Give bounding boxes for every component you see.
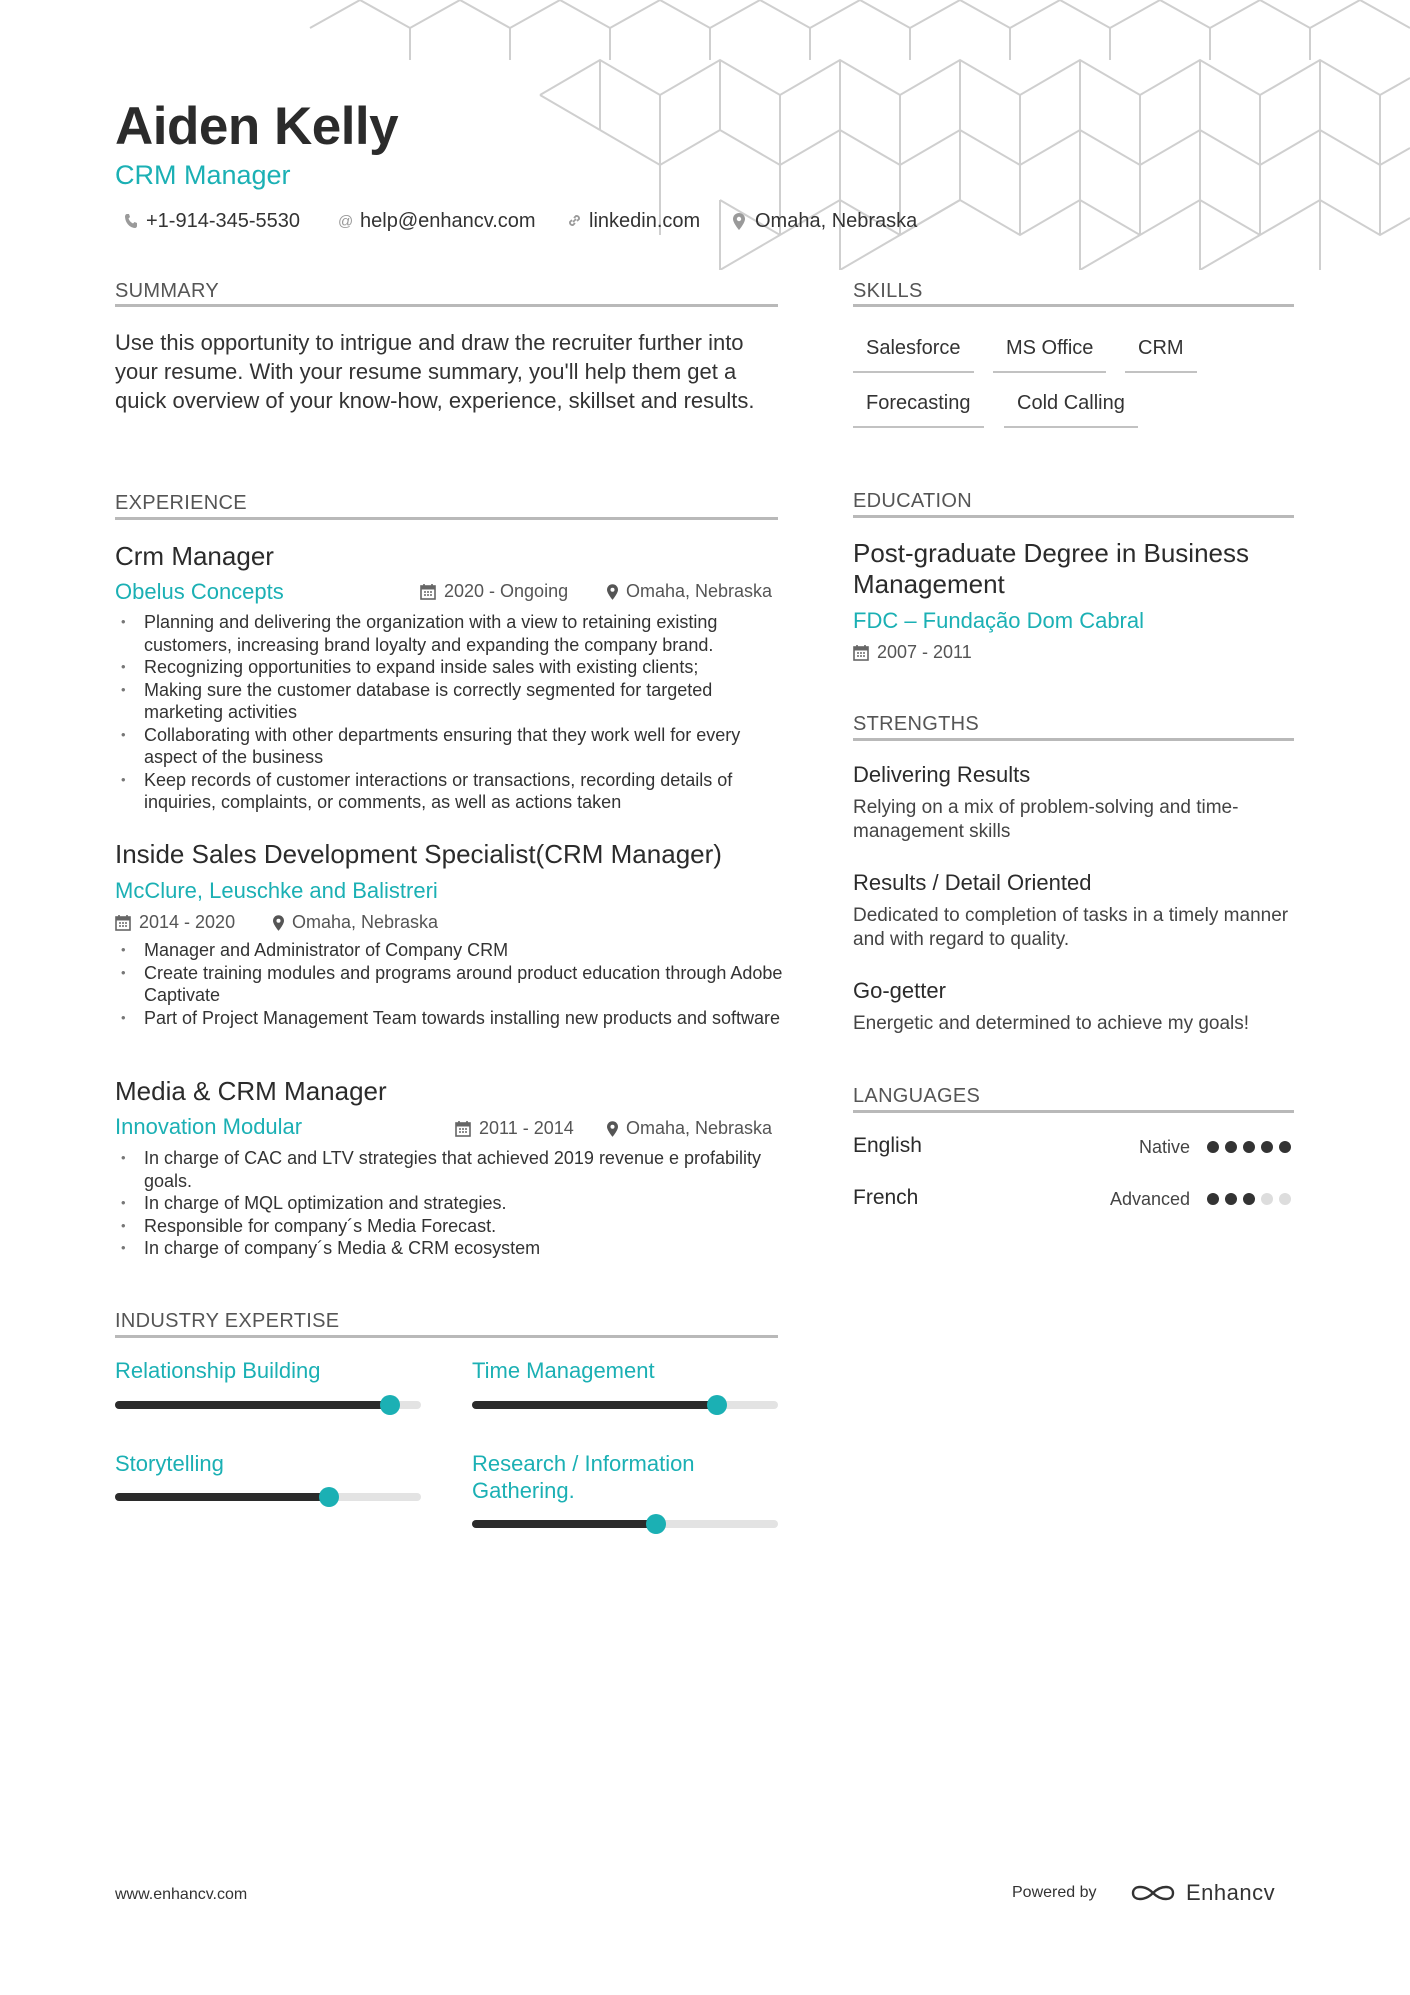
level-dot — [1261, 1193, 1273, 1205]
bullet-item: • Create training modules and programs around product education through Adobe Captivate — [115, 962, 785, 1007]
job-dates — [420, 581, 568, 602]
expertise-bar-knob — [646, 1514, 666, 1534]
education-dates — [853, 642, 972, 663]
job-title: Crm Manager — [115, 541, 274, 571]
language-dots — [1207, 1193, 1291, 1205]
footer-website[interactable]: www.enhancv.com — [115, 1886, 248, 1903]
contact-phone[interactable] — [124, 210, 300, 233]
expertise-bar-knob — [707, 1395, 727, 1415]
expertise-rule — [115, 1335, 778, 1338]
map-pin-icon — [607, 1121, 618, 1137]
expertise-bar — [115, 1401, 421, 1409]
expertise-bar — [472, 1401, 778, 1409]
expertise-bar-fill — [472, 1401, 717, 1409]
skills-heading: SKILLS — [853, 280, 923, 302]
job-location-text: Omaha, Nebraska — [292, 912, 439, 932]
job-title: Inside Sales Development Specialist(CRM Manager) — [115, 839, 722, 869]
job-bullets — [115, 611, 785, 814]
calendar-icon — [853, 644, 869, 661]
job-location-text: Omaha, Nebraska — [626, 581, 773, 601]
bullet-item: • In charge of company´s Media & CRM ecosystem — [115, 1237, 785, 1260]
job-location-text: Omaha, Nebraska — [626, 1118, 773, 1138]
language-level: Advanced — [1109, 1189, 1190, 1209]
expertise-bar-fill — [115, 1401, 390, 1409]
skill-tag: Cold Calling — [1004, 386, 1138, 428]
strength-desc: Relying on a mix of problem-solving and time-management skills — [853, 797, 1239, 842]
bullet-item: • Recognizing opportunities to expand inside sales with existing clients; — [115, 656, 785, 679]
languages-rule — [853, 1110, 1294, 1113]
job-location — [273, 912, 438, 933]
expertise-heading: INDUSTRY EXPERTISE — [115, 1310, 340, 1332]
skill-tag: MS Office — [993, 331, 1106, 373]
job-dates-text: 2020 - Ongoing — [444, 581, 569, 601]
strengths-heading: STRENGTHS — [853, 713, 980, 735]
strength-desc: Dedicated to completion of tasks in a timely manner and with regard to quality. — [853, 905, 1289, 950]
footer-powered-by: Powered by — [1012, 1884, 1097, 1901]
languages-heading: LANGUAGES — [853, 1085, 981, 1107]
job-location — [607, 1118, 772, 1139]
summary-heading: SUMMARY — [115, 280, 219, 302]
level-dot — [1279, 1193, 1291, 1205]
education-school: FDC – Fundação Dom Cabral — [853, 608, 1145, 633]
level-dot — [1279, 1141, 1291, 1153]
expertise-bar — [472, 1520, 778, 1528]
map-pin-icon — [607, 584, 618, 600]
level-dot — [1261, 1141, 1273, 1153]
link-icon — [567, 213, 581, 231]
job-dates-text: 2011 - 2014 — [479, 1118, 574, 1138]
strength-title: Results / Detail Oriented — [853, 870, 1092, 895]
job-dates — [115, 912, 235, 933]
location-text: Omaha, Nebraska — [755, 210, 918, 232]
skill-tag: Salesforce — [853, 331, 974, 373]
email-text: help@enhancv.com — [360, 210, 536, 232]
at-icon: @ — [338, 212, 354, 230]
expertise-label: Storytelling — [115, 1451, 224, 1476]
experience-heading: EXPERIENCE — [115, 492, 247, 514]
map-pin-icon — [273, 915, 284, 931]
level-dot — [1207, 1141, 1219, 1153]
strengths-rule — [853, 738, 1294, 741]
contact-linkedin[interactable] — [567, 210, 700, 233]
bullet-item: • Making sure the customer database is correctly segmented for targeted marketing activities — [115, 679, 785, 724]
level-dot — [1243, 1193, 1255, 1205]
enhancv-logo-icon — [1130, 1881, 1176, 1905]
bullet-item: • Part of Project Management Team towards installing new products and software — [115, 1007, 785, 1030]
expertise-bar — [115, 1493, 421, 1501]
contact-email[interactable] — [338, 210, 536, 233]
job-bullets — [115, 939, 785, 1029]
summary-rule — [115, 304, 778, 307]
job-company: McClure, Leuschke and Balistreri — [115, 878, 438, 903]
calendar-icon — [455, 1120, 471, 1137]
expertise-label: Time Management — [472, 1358, 655, 1383]
education-heading: EDUCATION — [853, 490, 972, 512]
enhancv-logo[interactable] — [1130, 1880, 1275, 1906]
contact-location — [733, 210, 917, 233]
language-dots — [1207, 1141, 1291, 1153]
education-rule — [853, 515, 1294, 518]
expertise-bar-fill — [115, 1493, 329, 1501]
level-dot — [1243, 1141, 1255, 1153]
experience-rule — [115, 517, 778, 520]
language-level: Native — [1138, 1137, 1190, 1157]
bullet-item: • Responsible for company´s Media Forecast. — [115, 1215, 785, 1238]
expertise-bar-knob — [380, 1395, 400, 1415]
calendar-icon — [115, 914, 131, 931]
strength-desc: Energetic and determined to achieve my goals! — [853, 1013, 1250, 1034]
bullet-item: • Keep records of customer interactions or transactions, recording details of inquiries, complaints, or comments, as well as actions taken — [115, 769, 785, 814]
candidate-name: Aiden Kelly — [115, 97, 399, 156]
skill-tag: Forecasting — [853, 386, 984, 428]
education-degree: Post-graduate Degree in Business Management — [853, 538, 1250, 599]
job-dates-text: 2014 - 2020 — [139, 912, 236, 932]
job-location — [607, 581, 772, 602]
strength-title: Go-getter — [853, 978, 946, 1003]
language-name: French — [853, 1186, 919, 1209]
job-dates — [455, 1118, 574, 1139]
job-company: Obelus Concepts — [115, 579, 284, 604]
strength-title: Delivering Results — [853, 762, 1031, 787]
job-bullets — [115, 1147, 785, 1260]
candidate-role: CRM Manager — [115, 160, 291, 190]
summary-text: Use this opportunity to intrigue and draw the recruiter further into your resume. With your resume summary, you'll help them get a quick overview of your know-how, experience, skillset and results. — [115, 330, 755, 413]
linkedin-text: linkedin.com — [589, 210, 701, 232]
phone-icon — [124, 213, 138, 231]
bullet-item: • In charge of CAC and LTV strategies that achieved 2019 revenue e profability goals. — [115, 1147, 785, 1192]
enhancv-logo-text: Enhancv — [1186, 1880, 1276, 1905]
bullet-item: • Planning and delivering the organization with a view to retaining existing customers, increasing brand loyalty and expanding the company brand. — [115, 611, 785, 656]
skill-tag: CRM — [1125, 331, 1197, 373]
skills-rule — [853, 304, 1294, 307]
expertise-bar-knob — [319, 1487, 339, 1507]
job-title: Media & CRM Manager — [115, 1076, 387, 1106]
phone-text: +1-914-345-5530 — [146, 210, 301, 232]
education-dates-text: 2007 - 2011 — [877, 642, 972, 662]
language-name: English — [853, 1134, 922, 1157]
level-dot — [1225, 1193, 1237, 1205]
map-pin-icon — [733, 213, 747, 231]
calendar-icon — [420, 583, 436, 600]
bullet-item: • Manager and Administrator of Company CRM — [115, 939, 785, 962]
bullet-item: • Collaborating with other departments ensuring that they work well for every aspect of the business — [115, 724, 785, 769]
expertise-bar-fill — [472, 1520, 656, 1528]
bullet-item: • In charge of MQL optimization and strategies. — [115, 1192, 785, 1215]
job-company: Innovation Modular — [115, 1114, 303, 1139]
expertise-label: Relationship Building — [115, 1358, 321, 1383]
level-dot — [1207, 1193, 1219, 1205]
expertise-label: Research / Information Gathering. — [472, 1451, 695, 1503]
level-dot — [1225, 1141, 1237, 1153]
